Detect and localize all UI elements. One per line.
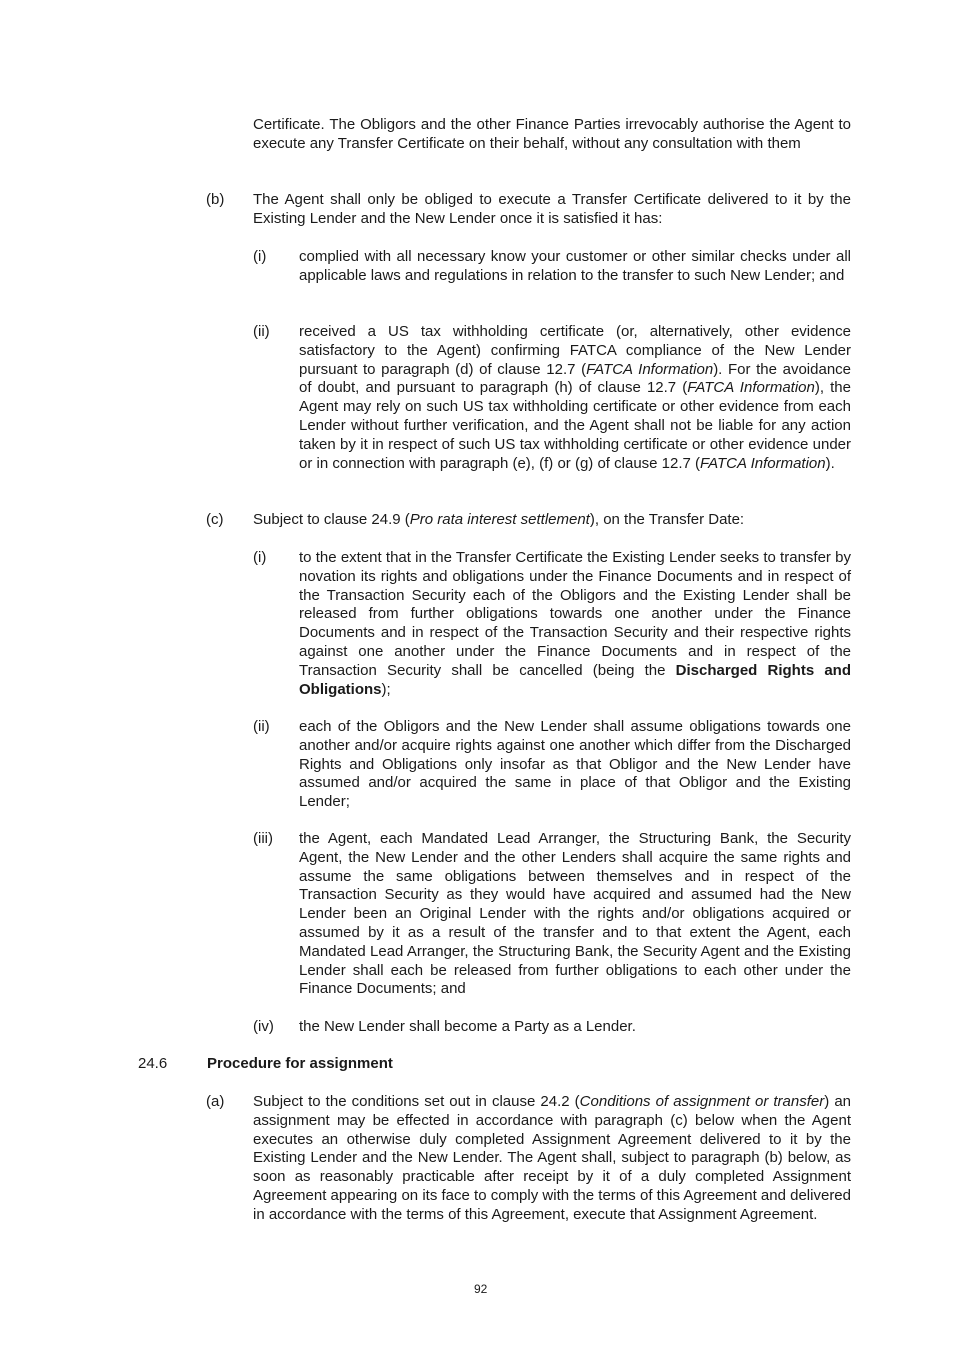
para-c-text <box>253 511 851 530</box>
intro-paragraph <box>253 116 851 154</box>
para-c-iv-text: the New Lender shall become a Party as a Lender. <box>299 1018 636 1035</box>
page-number: 92 <box>474 1282 488 1296</box>
text-run: received a US tax withholding certificate (or, alternatively, other evidence satisfactory to the Agent) confirming FATCA compliance of the New Lender pursuant to paragraph (d) of clause 12.7 ( <box>299 323 851 378</box>
text-run: ), the Agent may rely on such US tax withholding certificate or other evidence from each Lender without further verification, and the Agent shall not be liable for any action taken by it in respect of such US tax withholding certificate or other evidence under or in connection with paragraph (e), (f) or (g) of clause 12.7 ( <box>299 379 851 472</box>
para-c-iii-text: the Agent, each Mandated Lead Arranger, the Structuring Bank, the Security Agent, the New Lender and the other Lenders shall acquire the same rights and assume the same obligations between themselves and in respect of the Transaction Security as they would have acquired and assumed had the New Lender been an Original Lender with the rights and/or obligations acquired or assumed by it as a result of the transfer and to that extent the Agent, each Mandated Lead Arranger, the Structuring Bank, the Security Agent and the Existing Lender shall each be released from further obligations to each other under the Finance Documents; and <box>299 830 851 998</box>
italic-run: FATCA Information <box>586 360 714 378</box>
section-title: Procedure for assignment <box>207 1055 393 1072</box>
para-c-iv-marker: (iv) <box>253 1018 274 1035</box>
italic-run: Conditions of assignment or transfer <box>579 1093 825 1110</box>
italic-run: FATCA Information <box>687 379 815 397</box>
para-c-i-text <box>299 549 851 699</box>
para-b-ii-marker: (ii) <box>253 323 270 340</box>
text-run: to the extent that in the Transfer Certificate the Existing Lender seeks to transfer by novation its rights and obligations under the Finance Documents and in respect of the Transaction Security each of the Obligors and the Existing Lender shall be released from further obligations towards one another under the Finance Documents and in respect of the Transaction Security and their respective rights against one another under the Finance Documents and in respect of the Transaction Security shall be cancelled (being the <box>299 549 851 679</box>
bold-run: Discharged Rights and Obligations <box>299 661 851 698</box>
para-a-text <box>253 1093 851 1225</box>
para-b-i-text: complied with all necessary know your customer or other similar checks under all applicable laws and regulations in relation to the transfer to such New Lender; and <box>299 248 851 284</box>
para-c-ii-text: each of the Obligors and the New Lender shall assume obligations towards one another and/or acquire rights against one another which differ from the Discharged Rights and Obligations only insofar as that Obligor and the New Lender have assumed and/or acquired the same in place of that Obligor and the Existing Lender; <box>299 718 851 811</box>
text-run: ), on the Transfer Date: <box>589 511 745 528</box>
text-run: ) an assignment may be effected in accordance with paragraph (c) below when the Agent executes an otherwise duly completed Assignment Agreement delivered to it by the Existing Lender and the New Lender. The Agent shall, subject to paragraph (b) below, as soon as reasonably practicable after receipt by it of a duly completed Assignment Agreement appearing on its face to comply with the terms of this Agreement and delivered in accordance with the terms of this Agreement, execute that Assignment Agreement. <box>253 1093 852 1223</box>
para-c-marker: (c) <box>206 511 224 528</box>
text-run: ). <box>825 454 835 472</box>
text-run: Subject to clause 24.9 ( <box>253 511 410 528</box>
para-b-i-marker: (i) <box>253 248 267 265</box>
italic-run: FATCA Information <box>700 454 826 472</box>
para-c-ii-marker: (ii) <box>253 718 270 735</box>
text-run: Subject to the conditions set out in clause 24.2 ( <box>253 1093 580 1110</box>
italic-run: Pro rata interest settlement <box>409 511 590 528</box>
para-b-marker: (b) <box>206 191 225 208</box>
para-c-i-marker: (i) <box>253 549 267 566</box>
para-b-text: The Agent shall only be obliged to execute a Transfer Certificate delivered to it by the Existing Lender and the New Lender once it is satisfied it has: <box>253 191 851 227</box>
para-a-marker: (a) <box>206 1093 225 1110</box>
text-run: ). For the avoidance of doubt, and pursuant to paragraph (h) of clause 12.7 ( <box>299 360 851 397</box>
intro-text: Certificate. The Obligors and the other Finance Parties irrevocably authorise the Agent to execute any Transfer Certificate on their behalf, without any consultation with them <box>253 116 851 152</box>
para-c-iii-marker: (iii) <box>253 830 273 847</box>
text-run: ); <box>381 680 391 698</box>
para-b-ii-text <box>299 323 851 473</box>
section-number: 24.6 <box>138 1055 168 1072</box>
